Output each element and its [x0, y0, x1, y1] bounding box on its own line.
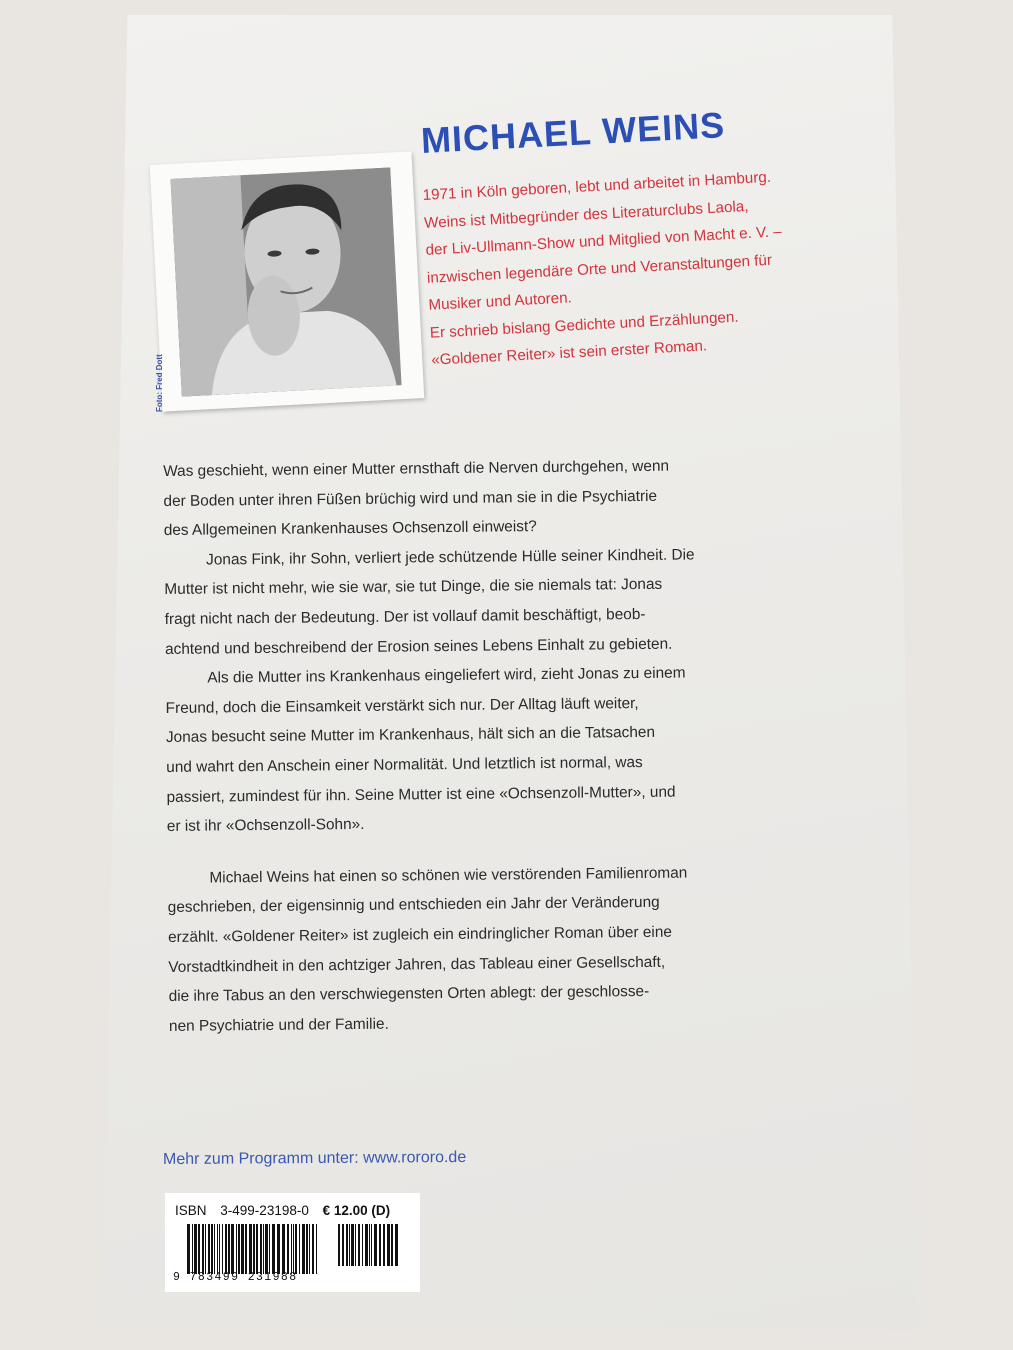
blurb-text [163, 450, 809, 1041]
barcode-main [187, 1224, 317, 1274]
bio-line: Er schrieb bislang Gedichte und Erzählungen. [429, 308, 739, 342]
barcode-bar [374, 1224, 377, 1266]
barcode-bar [236, 1224, 237, 1274]
barcode-bar [202, 1224, 204, 1274]
isbn-label: ISBN [175, 1203, 207, 1218]
barcode-bar [358, 1224, 360, 1266]
barcode-bar [316, 1224, 317, 1274]
blurb-line: Als die Mutter ins Krankenhaus eingeliefert wird, zieht Jonas zu einem [207, 664, 686, 687]
barcode-bar [355, 1224, 356, 1266]
bio-line: 1971 in Köln geboren, lebt und arbeitet in Hamburg. [422, 168, 772, 204]
barcode-bar [214, 1224, 215, 1274]
barcode-bar [256, 1224, 258, 1274]
barcode-bar [263, 1224, 264, 1274]
barcode-bar [362, 1224, 363, 1266]
barcode-bar [225, 1224, 227, 1274]
barcode-bar [269, 1224, 270, 1274]
blurb-line: achtend und beschreibend der Erosion seines Lebens Einhalt zu gebieten. [164, 635, 673, 658]
barcode-bar [208, 1224, 210, 1274]
barcode-bar [387, 1224, 390, 1266]
photo-credit: Foto: Fred Dott [155, 354, 164, 412]
barcode-bar [277, 1224, 280, 1274]
blurb-line: Vorstadtkindheit in den achtziger Jahren, das Tableau einer Gesellschaft, [168, 953, 666, 976]
author-name: MICHAEL WEINS [420, 104, 727, 161]
blurb-line: Was geschieht, wenn einer Mutter ernsthaft die Nerven durchgehen, wenn [163, 457, 670, 480]
barcode-bar [342, 1224, 344, 1266]
barcode-bar [365, 1224, 368, 1266]
price: € 12.00 (D) [322, 1203, 391, 1218]
program-link-text: Mehr zum Programm unter: www.rororo.de [162, 1148, 467, 1169]
author-photo-frame [150, 151, 425, 411]
barcode-bar [302, 1224, 305, 1274]
barcode-bar [187, 1224, 190, 1274]
blurb-line: passiert, zumindest für ihn. Seine Mutter ist eine «Ochsenzoll-Mutter», und [166, 783, 676, 806]
blurb-line: Jonas besucht seine Mutter im Krankenhaus, hält sich an die Tatsachen [165, 724, 656, 747]
barcode-addon [338, 1224, 400, 1266]
barcode-bar [349, 1224, 350, 1266]
author-photo [170, 167, 401, 396]
barcode-bar [282, 1224, 285, 1274]
blurb-line: fragt nicht nach der Bedeutung. Der ist vollauf damit beschäftigt, beob- [164, 605, 646, 628]
blurb-line: er ist ihr «Ochsenzoll-Sohn». [166, 816, 365, 836]
blurb-line: die ihre Tabus an den verschwiegensten Orten ablegt: der geschlosse- [168, 983, 650, 1006]
barcode-bar [222, 1224, 223, 1274]
barcode-bar [312, 1224, 314, 1274]
barcode-bar [295, 1224, 297, 1274]
barcode-bar [287, 1224, 289, 1274]
barcode-bar [338, 1224, 340, 1266]
isbn-line [175, 1203, 400, 1218]
blurb-line: geschrieben, der eigensinnig und entschieden ein Jahr der Veränderung [167, 894, 660, 917]
isbn-barcode-box [165, 1193, 420, 1292]
barcode-bar [205, 1224, 206, 1274]
barcode-digits: 9 783499 231988 [173, 1271, 298, 1284]
barcode-bar [391, 1224, 393, 1266]
barcode-bar [379, 1224, 381, 1266]
bio-line: der Liv-Ullmann-Show und Mitglied von Macht e. V. – [425, 223, 783, 259]
blurb-line: Freund, doch die Einsamkeit verstärkt sich nur. Der Alltag läuft weiter, [165, 694, 639, 717]
barcode-bar [253, 1224, 255, 1274]
blurb-line: der Boden unter ihren Füßen brüchig wird und man sie in die Psychiatrie [163, 487, 658, 510]
barcode-bar [211, 1224, 213, 1274]
barcode-bar [260, 1224, 262, 1274]
barcode-bar [265, 1224, 268, 1274]
blurb-line: und wahrt den Anschein einer Normalität. Und letztlich ist normal, was [166, 753, 643, 776]
bio-line: Musiker und Autoren. [428, 289, 573, 314]
blurb-line: Michael Weins hat einen so schönen wie verstörenden Familienroman [209, 864, 688, 887]
barcode-bar [194, 1224, 197, 1274]
barcode-bar [231, 1224, 234, 1274]
isbn-number: 3-499-23198-0 [220, 1203, 309, 1218]
barcode-bar [346, 1224, 348, 1266]
bio-line: inzwischen legendäre Orte und Veranstaltungen für [426, 251, 773, 287]
barcode-bar [228, 1224, 230, 1274]
barcode-bar [249, 1224, 252, 1274]
barcode-bar [383, 1224, 385, 1266]
barcode-bar [299, 1224, 300, 1274]
blurb-line: erzählt. «Goldener Reiter» ist zugleich ein eindringlicher Roman über eine [167, 923, 672, 946]
barcode-bar [395, 1224, 398, 1266]
portrait-illustration [170, 167, 401, 396]
barcode-bar [192, 1224, 193, 1274]
barcode-bar [238, 1224, 240, 1274]
barcode-bar [371, 1224, 372, 1266]
barcode-bar [291, 1224, 292, 1274]
barcode-bar [309, 1224, 310, 1274]
barcode-bar [369, 1224, 370, 1266]
blurb-line: nen Psychiatrie und der Familie. [168, 1015, 389, 1035]
author-bio [422, 159, 871, 374]
blurb-line: des Allgemeinen Krankenhauses Ochsenzoll einweist? [163, 518, 537, 540]
bio-line: Weins ist Mitbegründer des Literaturclubs Laola, [423, 197, 749, 232]
barcode-bar [198, 1224, 200, 1274]
barcode-bar [245, 1224, 247, 1274]
blurb-line: Mutter ist nicht mehr, wie sie war, sie tut Dinge, die sie niemals tat: Jonas [164, 576, 663, 599]
barcode-bar [241, 1224, 244, 1274]
blurb-line: Jonas Fink, ihr Sohn, verliert jede schützende Hülle seiner Kindheit. Die [205, 546, 695, 569]
barcode-bar [351, 1224, 354, 1266]
barcode-bar [217, 1224, 218, 1274]
barcode-bar [306, 1224, 308, 1274]
barcode-bar [219, 1224, 220, 1274]
barcode-bar [293, 1224, 294, 1274]
barcode-bar [272, 1224, 275, 1274]
bio-line: «Goldener Reiter» ist sein erster Roman. [430, 337, 708, 369]
